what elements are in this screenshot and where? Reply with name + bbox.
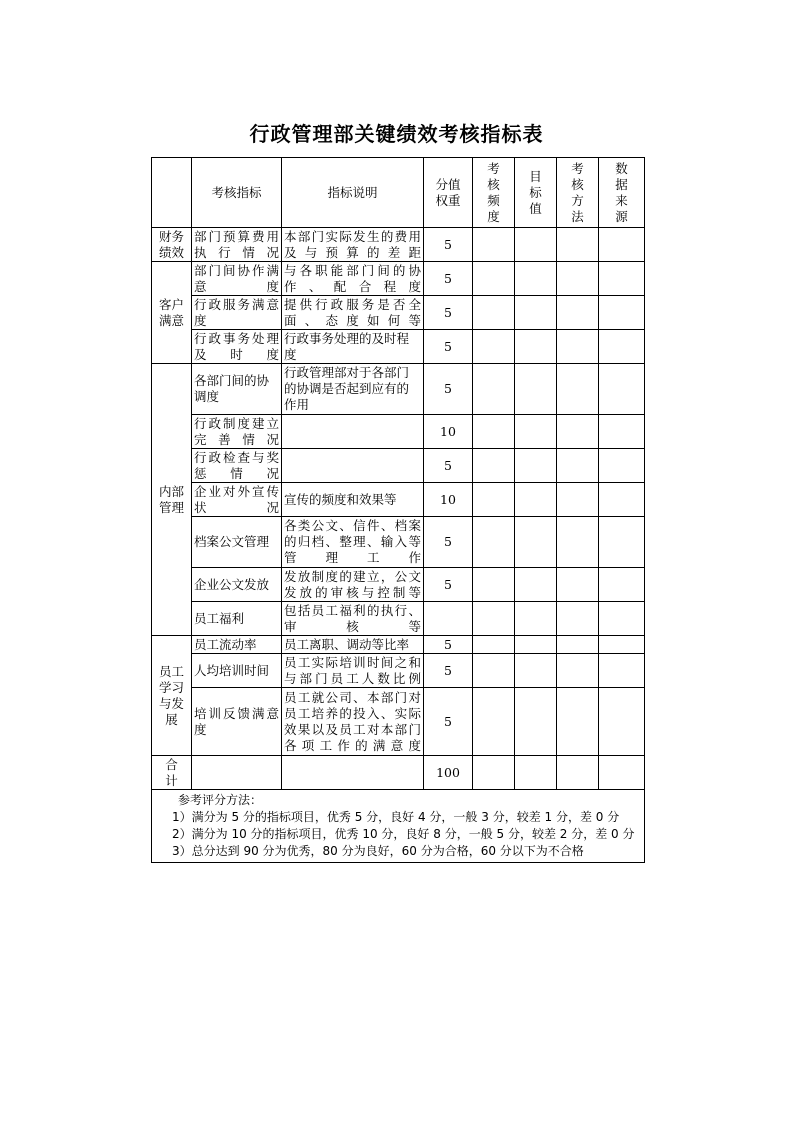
- source-cell: [599, 364, 645, 415]
- source-cell: [599, 756, 645, 790]
- weight-cell: 5: [424, 517, 473, 568]
- scoring-notes: [152, 790, 645, 863]
- total-weight: 100: [424, 756, 473, 790]
- table-row: [152, 415, 645, 449]
- target-cell: [515, 483, 557, 517]
- weight-cell: 5: [424, 636, 473, 654]
- source-cell: [599, 636, 645, 654]
- table-row: [152, 449, 645, 483]
- frequency-cell: [473, 262, 515, 296]
- description-cell: 各类公文、信件、档案的归档、整理、输入等管理工作: [282, 517, 424, 568]
- header-source-text: 数据来源: [615, 160, 628, 224]
- method-cell: [557, 449, 599, 483]
- description-cell: 本部门实际发生的费用及与预算的差距: [282, 228, 424, 262]
- category-finance: [152, 228, 192, 262]
- source-cell: [599, 228, 645, 262]
- header-weight: [424, 158, 473, 228]
- target-cell: [515, 228, 557, 262]
- source-cell: [599, 262, 645, 296]
- table-row: [152, 636, 645, 654]
- indicator-cell: 行政服务满意度: [192, 296, 282, 330]
- indicator-cell: 各部门间的协调度: [192, 364, 282, 415]
- indicator-cell: 档案公文管理: [192, 517, 282, 568]
- category-learning: [152, 636, 192, 756]
- indicator-cell: 员工福利: [192, 602, 282, 636]
- table-row: [152, 228, 645, 262]
- weight-cell: [424, 602, 473, 636]
- weight-cell: 5: [424, 330, 473, 364]
- method-cell: [557, 654, 599, 688]
- frequency-cell: [473, 364, 515, 415]
- source-cell: [599, 517, 645, 568]
- header-weight-text: 分值权重: [435, 176, 461, 208]
- kpi-table: [151, 157, 645, 863]
- description-cell: [282, 415, 424, 449]
- notes-line-1: 1）满分为 5 分的指标项目，优秀 5 分，良好 4 分，一般 3 分，较差 1 分，差 0 分: [172, 810, 620, 824]
- method-cell: [557, 636, 599, 654]
- table-row: [152, 364, 645, 415]
- weight-cell: 5: [424, 262, 473, 296]
- source-cell: [599, 688, 645, 756]
- description-cell: 行政事务处理的及时程度: [282, 330, 424, 364]
- table-row: [152, 330, 645, 364]
- target-cell: [515, 296, 557, 330]
- header-source: [599, 158, 645, 228]
- indicator-cell: 人均培训时间: [192, 654, 282, 688]
- source-cell: [599, 483, 645, 517]
- header-description: 指标说明: [282, 158, 424, 228]
- weight-cell: 5: [424, 688, 473, 756]
- category-customer: [152, 262, 192, 364]
- target-cell: [515, 568, 557, 602]
- method-cell: [557, 330, 599, 364]
- method-cell: [557, 262, 599, 296]
- description-cell: [282, 756, 424, 790]
- weight-cell: 5: [424, 228, 473, 262]
- method-cell: [557, 517, 599, 568]
- table-row: [152, 602, 645, 636]
- notes-line-3: 3）总分达到 90 分为优秀，80 分为良好，60 分为合格，60 分以下为不合格: [172, 844, 584, 858]
- indicator-cell: 企业公文发放: [192, 568, 282, 602]
- notes-row: [152, 790, 645, 863]
- header-category: [152, 158, 192, 228]
- description-cell: 发放制度的建立，公文发放的审核与控制等: [282, 568, 424, 602]
- target-cell: [515, 449, 557, 483]
- frequency-cell: [473, 688, 515, 756]
- indicator-cell: 员工流动率: [192, 636, 282, 654]
- description-cell: 员工离职、调动等比率: [282, 636, 424, 654]
- method-cell: [557, 364, 599, 415]
- method-cell: [557, 756, 599, 790]
- target-cell: [515, 602, 557, 636]
- weight-cell: 5: [424, 449, 473, 483]
- source-cell: [599, 415, 645, 449]
- frequency-cell: [473, 296, 515, 330]
- table-row: [152, 568, 645, 602]
- total-row: [152, 756, 645, 790]
- frequency-cell: [473, 228, 515, 262]
- frequency-cell: [473, 449, 515, 483]
- table-row: [152, 517, 645, 568]
- description-cell: 员工就公司、本部门对员工培养的投入、实际效果以及员工对本部门各项工作的满意度: [282, 688, 424, 756]
- header-indicator: 考核指标: [192, 158, 282, 228]
- weight-cell: 5: [424, 296, 473, 330]
- method-cell: [557, 296, 599, 330]
- source-cell: [599, 568, 645, 602]
- frequency-cell: [473, 483, 515, 517]
- notes-line-2: 2）满分为 10 分的指标项目，优秀 10 分，良好 8 分，一般 5 分，较差 2 分，差 0 分: [172, 827, 635, 841]
- weight-cell: 5: [424, 654, 473, 688]
- page-title: 行政管理部关键绩效考核指标表: [249, 122, 544, 146]
- weight-cell: 10: [424, 483, 473, 517]
- header-target: [515, 158, 557, 228]
- table-row: [152, 688, 645, 756]
- header-method: [557, 158, 599, 228]
- indicator-cell: 行政事务处理及时度: [192, 330, 282, 364]
- method-cell: [557, 415, 599, 449]
- indicator-cell: 行政检查与奖惩情况: [192, 449, 282, 483]
- description-cell: [282, 449, 424, 483]
- source-cell: [599, 296, 645, 330]
- header-frequency-text: 考核频度: [487, 160, 500, 224]
- frequency-cell: [473, 568, 515, 602]
- indicator-cell: 部门预算费用执行情况: [192, 228, 282, 262]
- frequency-cell: [473, 636, 515, 654]
- table-row: [152, 262, 645, 296]
- frequency-cell: [473, 330, 515, 364]
- category-internal: [152, 364, 192, 636]
- frequency-cell: [473, 602, 515, 636]
- method-cell: [557, 483, 599, 517]
- source-cell: [599, 330, 645, 364]
- target-cell: [515, 688, 557, 756]
- category-customer-text: 客户满意: [158, 296, 184, 328]
- description-cell: 包括员工福利的执行、审核等: [282, 602, 424, 636]
- description-cell: 宣传的频度和效果等: [282, 483, 424, 517]
- source-cell: [599, 602, 645, 636]
- total-label: [152, 756, 192, 790]
- indicator-cell: [192, 756, 282, 790]
- table-row: [152, 483, 645, 517]
- header-row: [152, 158, 645, 228]
- target-cell: [515, 756, 557, 790]
- category-learning-text: 员工学习与发展: [158, 663, 184, 727]
- description-cell: 员工实际培训时间之和与部门员工人数比例: [282, 654, 424, 688]
- table-row: [152, 296, 645, 330]
- target-cell: [515, 415, 557, 449]
- method-cell: [557, 228, 599, 262]
- source-cell: [599, 449, 645, 483]
- target-cell: [515, 330, 557, 364]
- frequency-cell: [473, 654, 515, 688]
- description-cell: 提供行政服务是否全面、态度如何等: [282, 296, 424, 330]
- total-label-text: 合计: [165, 756, 178, 788]
- indicator-cell: 企业对外宣传状况: [192, 483, 282, 517]
- indicator-cell: 行政制度建立完善情况: [192, 415, 282, 449]
- target-cell: [515, 636, 557, 654]
- frequency-cell: [473, 415, 515, 449]
- method-cell: [557, 568, 599, 602]
- category-finance-text: 财务绩效: [158, 228, 184, 260]
- target-cell: [515, 364, 557, 415]
- header-method-text: 考核方法: [571, 160, 584, 224]
- indicator-cell: 培训反馈满意度: [192, 688, 282, 756]
- weight-cell: 5: [424, 364, 473, 415]
- target-cell: [515, 517, 557, 568]
- category-internal-text: 内部管理: [158, 483, 184, 515]
- method-cell: [557, 688, 599, 756]
- target-cell: [515, 262, 557, 296]
- weight-cell: 10: [424, 415, 473, 449]
- header-frequency: [473, 158, 515, 228]
- description-cell: 与各职能部门间的协作、配合程度: [282, 262, 424, 296]
- indicator-cell: 部门间协作满意度: [192, 262, 282, 296]
- source-cell: [599, 654, 645, 688]
- notes-heading: 参考评分方法：: [178, 793, 263, 807]
- description-cell: 行政管理部对于各部门的协调是否起到应有的作用: [282, 364, 424, 415]
- target-cell: [515, 654, 557, 688]
- frequency-cell: [473, 756, 515, 790]
- frequency-cell: [473, 517, 515, 568]
- method-cell: [557, 602, 599, 636]
- weight-cell: 5: [424, 568, 473, 602]
- header-target-text: 目标值: [529, 168, 542, 216]
- table-row: [152, 654, 645, 688]
